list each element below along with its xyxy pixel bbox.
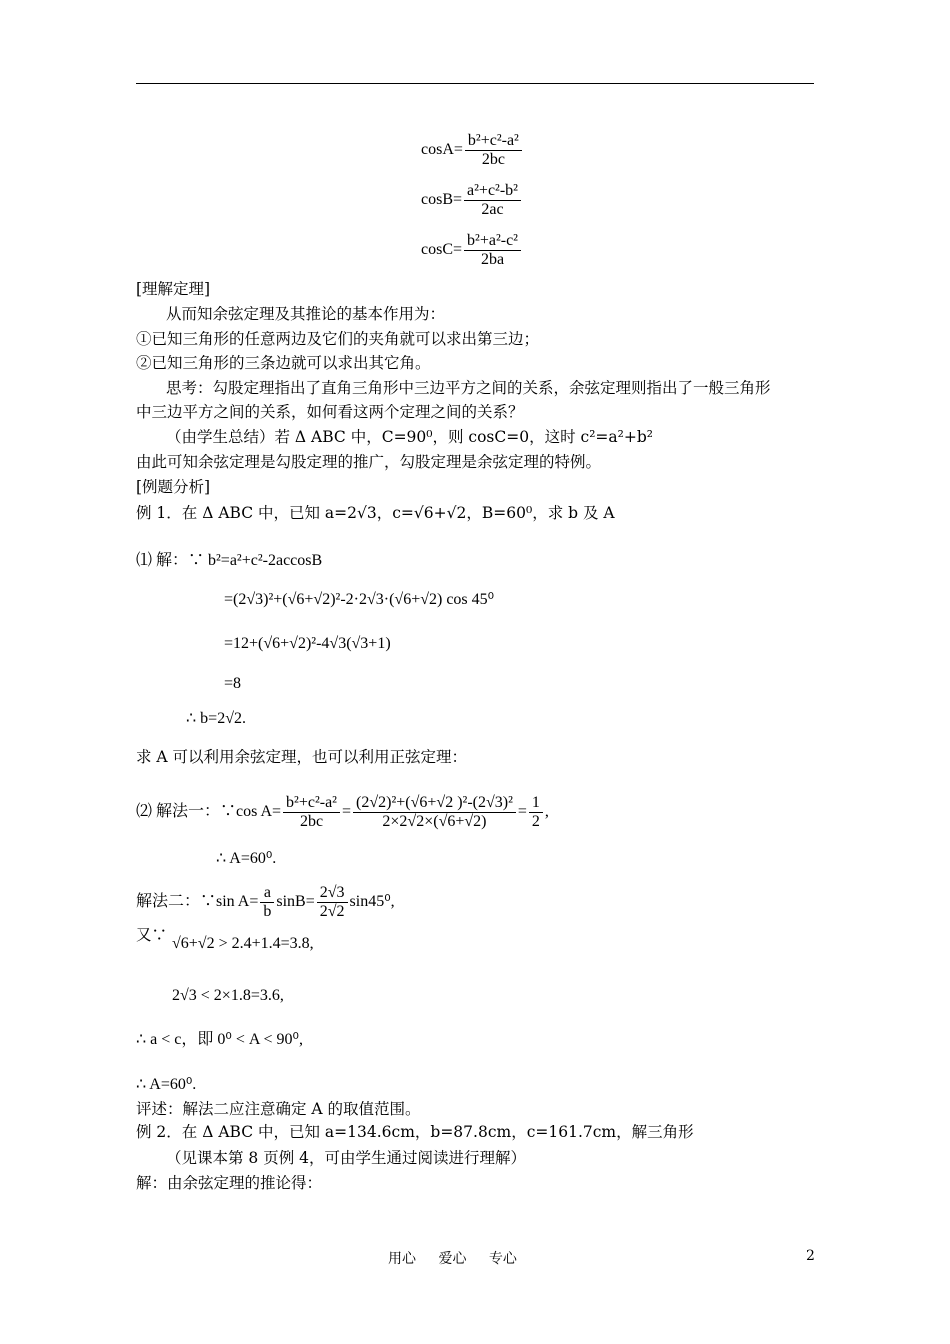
- fraction: [464, 182, 521, 219]
- paragraph: 思考：勾股定理指出了直角三角形中三边平方之间的关系，余弦定理则指出了一般三角形: [166, 379, 771, 397]
- list-item: ①已知三角形的任意两边及它们的夹角就可以求出第三边；: [136, 330, 540, 348]
- formula-lhs: cosB=: [421, 191, 463, 209]
- paragraph: 解：由余弦定理的推论得：: [136, 1174, 323, 1192]
- method-label: ⑵ 解法一：∵cos A=: [136, 803, 282, 821]
- expression: sinB=: [276, 893, 315, 911]
- denominator: 2ba: [480, 251, 505, 268]
- solution-step: =12+(√6+√2)²-4√3(√3+1): [224, 635, 391, 652]
- paragraph: （由学生总结）若 Δ ABC 中，C=90⁰，则 cosC=0，这时 c²=a²+b²: [166, 428, 653, 446]
- paragraph: 由此可知余弦定理是勾股定理的推广，勾股定理是余弦定理的特例。: [136, 453, 602, 471]
- page-number: 2: [806, 1248, 815, 1264]
- inequality: √6+√2 > 2.4+1.4=3.8,: [172, 935, 314, 952]
- expression: sin45⁰,: [349, 893, 395, 911]
- fraction: [353, 794, 516, 831]
- numerator: a²+c²-b²: [464, 182, 521, 201]
- fraction: [283, 794, 340, 831]
- solution-step: ⑴ 解：∵ b²=a²+c²-2accosB: [136, 552, 323, 569]
- paragraph: （见课本第 8 页例 4，可由学生通过阅读进行理解）: [166, 1149, 527, 1167]
- solution-step: =(2√3)²+(√6+√2)²-2·2√3·(√6+√2) cos 45⁰: [224, 591, 495, 608]
- denominator: b: [263, 903, 272, 920]
- formula-lhs: cosA=: [421, 141, 463, 159]
- formula-lhs: cosC=: [421, 241, 463, 259]
- solution-step: =8: [224, 675, 242, 692]
- section-heading-examples: [例题分析]: [136, 478, 211, 496]
- paragraph: 求 A 可以利用余弦定理，也可以利用正弦定理：: [136, 748, 468, 766]
- solution-method-2: [136, 884, 395, 921]
- comment: 评述：解法二应注意确定 A 的取值范围。: [136, 1100, 421, 1118]
- header-rule: [136, 83, 814, 84]
- solution-result: ∴ A=60⁰.: [216, 850, 277, 867]
- numerator: b²+a²-c²: [464, 232, 521, 251]
- fraction: [464, 232, 521, 269]
- denominator: 2bc: [299, 813, 324, 830]
- inequality: ∴ a < c，即 0⁰ < A < 90⁰,: [136, 1031, 303, 1048]
- paragraph: 又∵: [136, 926, 168, 944]
- numerator: (2√2)²+(√6+√2 )²-(2√3)²: [353, 794, 516, 813]
- numerator: b²+c²-a²: [465, 132, 522, 151]
- denominator: 2: [531, 813, 540, 830]
- example-2: 例 2．在 Δ ABC 中，已知 a=134.6cm，b=87.8cm，c=161.7cm，解三角形: [136, 1123, 694, 1141]
- solution-result: ∴ A=60⁰.: [136, 1076, 197, 1093]
- inequality: 2√3 < 2×1.8=3.6,: [172, 987, 284, 1004]
- denominator: 2ac: [481, 201, 504, 218]
- fraction: [465, 132, 522, 169]
- fraction: [260, 884, 274, 921]
- formula-cosC: [421, 232, 523, 269]
- example-1: 例 1．在 Δ ABC 中，已知 a=2√3，c=√6+√2，B=60⁰，求 b 及 A: [136, 504, 615, 522]
- numerator: 2√3: [317, 884, 348, 903]
- numerator: a: [260, 884, 274, 903]
- formula-cosB: [421, 182, 523, 219]
- paragraph: 中三边平方之间的关系，如何看这两个定理之间的关系？: [136, 403, 524, 421]
- numerator: 1: [529, 794, 543, 813]
- paragraph: 从而知余弦定理及其推论的基本作用为：: [166, 305, 446, 323]
- denominator: 2bc: [481, 151, 505, 168]
- solution-method-1: ⑵ 解法一：∵cos A= $\frac{\text{b²+c²-a²}}{2bc}$ = $\frac{\text{(2√2)²+(√6+√2 )²-(2√3)²}}{2\times 2√2\times(√6+√2)}$ = $\frac{1}{2}$ ,: [136, 794, 549, 830]
- section-heading-understand: [理解定理]: [136, 280, 211, 298]
- denominator: 2√2: [319, 903, 345, 920]
- method-label: 解法二：∵sin A=: [136, 893, 259, 911]
- numerator: b²+c²-a²: [283, 794, 340, 813]
- list-item: ②已知三角形的三条边就可以求出其它角。: [136, 354, 431, 372]
- solution-result: ∴ b=2√2.: [186, 710, 246, 727]
- denominator: 2×2√2×(√6+√2): [382, 813, 487, 830]
- fraction: [529, 794, 543, 831]
- footer-motto: 用心 爱心 专心: [388, 1251, 517, 1267]
- fraction: [317, 884, 348, 921]
- formula-cosA: [421, 132, 524, 169]
